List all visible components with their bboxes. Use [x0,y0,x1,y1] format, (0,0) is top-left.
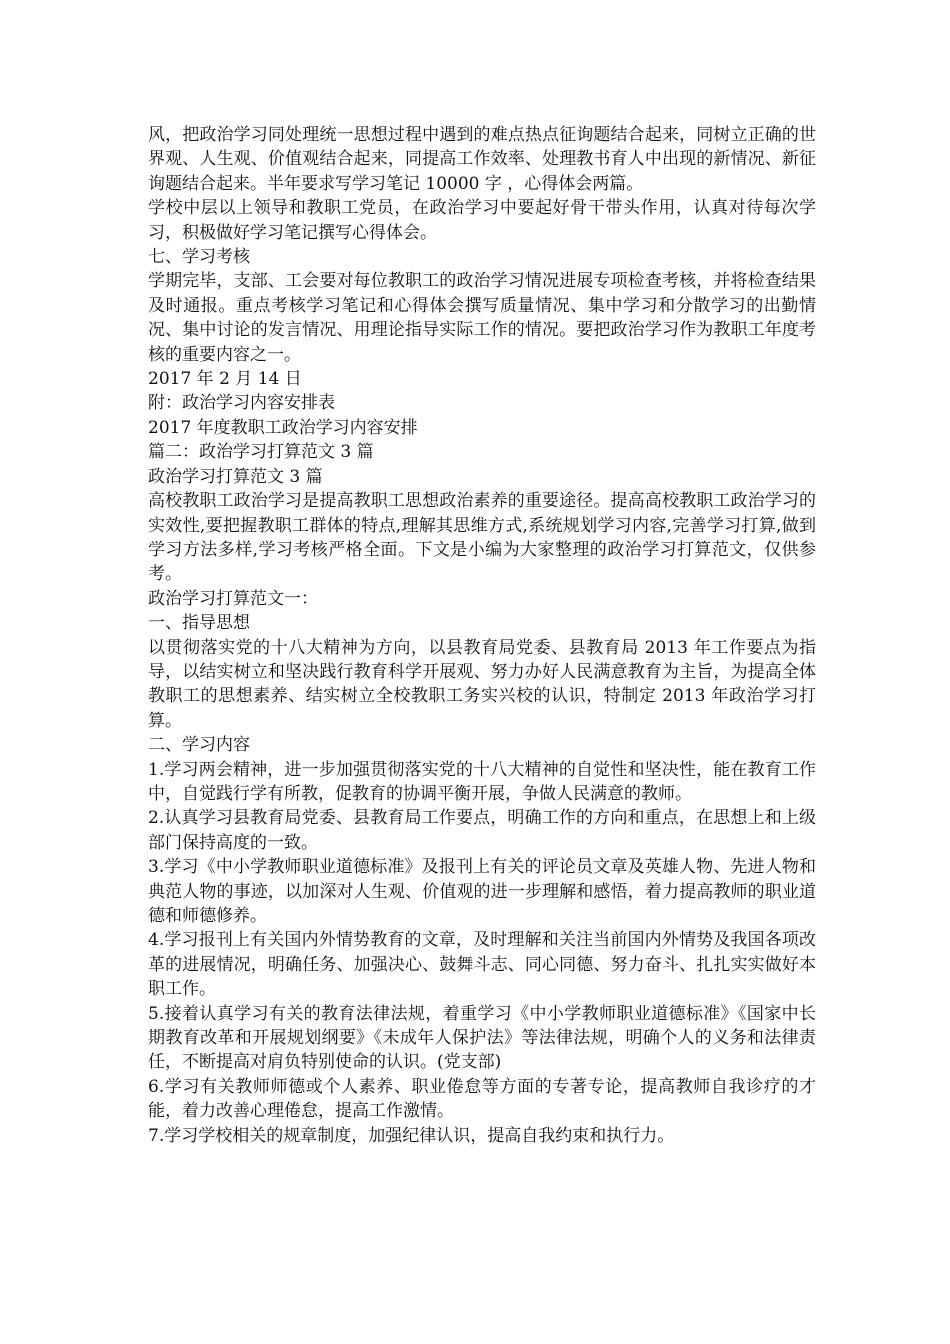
paragraph-political-study-goals: 风，把政治学习同处理统一思想过程中遇到的难点热点征询题结合起来，同树立正确的世界观、人生观、价值观结合起来，同提高工作效率、处理教书育人中出现的新情况、新征询题结合起来。半年要求写学习笔记 10000 字 ，心得体会两篇。 [148,125,816,194]
paragraph-leaders-role: 学校中层以上领导和教职工党员，在政治学习中要起好骨干带头作用，认真对待每次学习，积极做好学习笔记撰写心得体会。 [148,198,816,243]
list-item-3: 3.学习《中小学教师职业道德标准》及报刊上有关的评论员文章及英雄人物、先进人物和典范人物的事迹，以加深对人生观、价值观的进一步理解和感悟，着力提高教师的职业道德和师德修养。 [148,857,816,926]
document-page [148,123,816,1148]
list-item-4: 4.学习报刊上有关国内外情势教育的文章，及时理解和关注当前国内外情势及我国各项改革的进展情况，明确任务、加强决心、鼓舞斗志、同心同德、努力奋斗、扎扎实实做好本职工作。 [148,930,816,1000]
paragraph-assessment-details: 学期完毕，支部、工会要对每位教职工的政治学习情况进展专项检查考核，并将检查结果及时通报。重点考核学习笔记和心得体会撰写质量情况、集中学习和分散学习的出勤情况、集中讨论的发言情况、用理论指导实际工作的情况。要把政治学习作为教职工年度考核的重要内容之一。 [148,271,816,365]
section-title-part-two: 篇二：政治学习打算范文 3 篇 [148,442,374,463]
list-item-7: 7.学习学校相关的规章制度，加强纪律认识，提高自我约束和执行力。 [148,1125,675,1146]
list-item-2: 2.认真学习县教育局党委、县教育局工作要点，明确工作的方向和重点，在思想上和上级部门保持高度的一致。 [148,808,816,853]
paragraph-guiding-ideology: 以贯彻落实党的十八大精神为方向，以县教育局党委、县教育局 2013 年工作要点为指导，以结实树立和坚决践行教育科学开展观、努力办好人民满意教育为主旨，为提高全体教职工的思想素养、结实树立全校教职工务实兴校的认识，特制定 2013 年政治学习打算。 [148,637,816,731]
heading-study-content: 二、学习内容 [148,735,250,756]
article-title: 政治学习打算范文 3 篇 [148,466,323,487]
list-item-5: 5.接着认真学习有关的教育法律法规，着重学习《中小学教师职业道德标准》《国家中长期教育改革和开展规划纲要》《未成年人保护法》等法律法规，明确个人的义务和法律责任，不断提高对肩负特别使命的认识。(党支部) [148,1003,816,1073]
sample-one-title: 政治学习打算范文一： [148,588,318,609]
heading-guiding-ideology: 一、指导思想 [148,613,250,634]
document-date: 2017 年 2 月 14 日 [148,369,302,390]
attachment-note: 附：政治学习内容安排表 [148,393,335,414]
heading-study-assessment: 七、学习考核 [148,247,250,268]
schedule-title: 2017 年度教职工政治学习内容安排 [148,417,418,438]
list-item-6: 6.学习有关教师师德或个人素养、职业倦怠等方面的专著专论，提高教师自我诊疗的才能，着力改善心理倦怠，提高工作激情。 [148,1076,816,1122]
list-item-1: 1.学习两会精神，进一步加强贯彻落实党的十八大精神的自觉性和坚决性，能在教育工作中，自觉践行学有所教，促教育的协调平衡开展，争做人民满意的教师。 [148,759,816,804]
paragraph-introduction: 高校教职工政治学习是提高教职工思想政治素养的重要途径。提高高校教职工政治学习的实效性,要把握教职工群体的特点,理解其思维方式,系统规划学习内容,完善学习打算,做到学习方法多样,学习考核严格全面。下文是小编为大家整理的政治学习打算范文，仅供参考。 [148,491,816,585]
